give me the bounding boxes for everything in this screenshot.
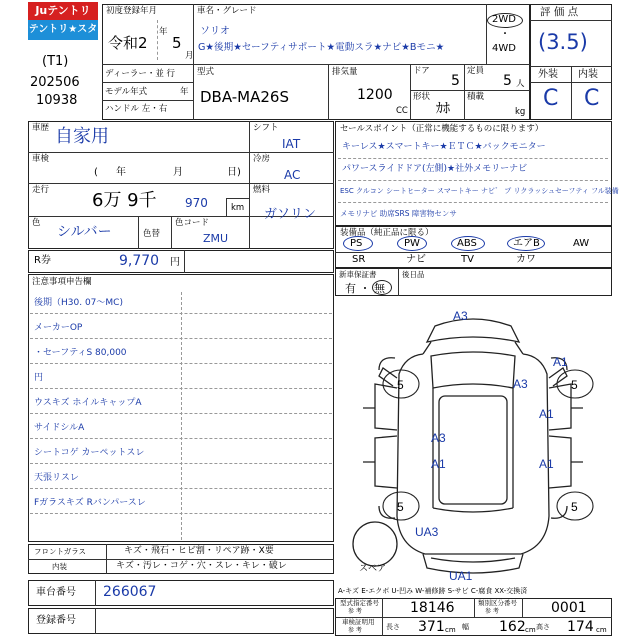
equip-tv: TV (461, 254, 474, 265)
note-line-3: ・セーフティS 80,000 (34, 348, 127, 358)
mark-left-rear-wheel: 5 (397, 500, 404, 514)
registration-label: 登録番号 (36, 615, 76, 626)
mileage-label: 走行 (32, 185, 50, 195)
equip-pw-circle (397, 236, 427, 251)
drive-dot: ・ (500, 29, 510, 40)
eval-label: 評 価 点 (540, 6, 579, 18)
recycle-value: 9,770 (119, 253, 160, 269)
drive-4wd: 4WD (492, 43, 516, 54)
mark-hood: A3 (513, 377, 528, 391)
category-sub: 参 考 (485, 608, 499, 615)
equip-sr: SR (352, 254, 366, 265)
length-label: 長さ (386, 623, 400, 631)
height-value: 174 (567, 619, 594, 635)
equipment-title: 装備品（純正品に限る） (340, 228, 434, 238)
doors-label: ドア (413, 66, 430, 76)
displacement: 1200 (357, 87, 393, 103)
interior-label: 内装 (578, 69, 598, 80)
dealer-label: ディーラー・並 行 (105, 69, 176, 79)
inner-value: キズ・汚レ・コゲ・穴・スレ・キレ・破レ (116, 561, 287, 571)
mark-rear-quarter: UA3 (415, 525, 439, 539)
ac-value: AC (284, 168, 301, 182)
fuel-label: 燃料 (253, 185, 271, 195)
color-change-label: 色替 (143, 229, 161, 239)
mark-right-front-door: A1 (539, 407, 554, 421)
selling-item-2: パワースライドドア(左側)★社外メモリーナビ (342, 164, 528, 174)
yen-unit: 円 (170, 257, 180, 268)
notes-title: 注意事項申告欄 (32, 277, 92, 287)
height-unit: cm (596, 626, 607, 634)
km-unit: km (231, 203, 245, 213)
type-label: 型式 (197, 67, 215, 77)
seats-label: 定員 (467, 66, 485, 76)
height-label: 高さ (536, 623, 550, 631)
type-spec-sub: 参 考 (348, 608, 362, 615)
category-label: 類別区分番号 (478, 599, 517, 607)
name-label: 車名・グレード (197, 6, 257, 16)
color-label: 色 (32, 218, 41, 228)
equip-pw: PW (404, 238, 420, 249)
recycle-label: R券 (34, 255, 51, 266)
reg-year-unit: 年 (159, 27, 168, 37)
selling-item-3: ESC クルコン シートヒーター スマートキー ナビ゛ プ リクラッシュセーフティ フル装備 (340, 187, 619, 195)
seats: 5 (503, 73, 512, 89)
model-year-label: モデル年式 (105, 87, 148, 97)
seats-unit: 人 (516, 79, 525, 89)
inspection-label: 車検 (32, 154, 50, 164)
chassis-label: 車台番号 (36, 587, 76, 598)
color-value: シルバー (57, 224, 112, 240)
length-value: 371 (418, 619, 445, 635)
interior-grade: C (584, 86, 600, 111)
selling-item-1: キーレス★スマートキー★ＥＴＣ★バックモニター (342, 142, 546, 152)
recycle-box (28, 250, 334, 273)
shape: ｶﾎ (436, 101, 450, 117)
mark-right-rear-door: A1 (539, 457, 554, 471)
mileage-value: 6万 9千 (92, 190, 157, 211)
selling-item-4: メモリナビ 助席SRS 障害物センサ (340, 209, 457, 218)
inspection-open: ( (94, 167, 98, 178)
exterior-grade: C (543, 86, 559, 111)
car-name: ソリオ (200, 26, 230, 37)
eval-score: (3.5) (538, 30, 588, 54)
mark-left-front-door: A3 (431, 431, 446, 445)
warranty-label: 新車保証書 (339, 270, 377, 279)
note-line-6: サイドシルA (34, 423, 85, 433)
equip-ps: PS (350, 238, 363, 249)
front-glass-label: フロントガラス (34, 547, 87, 556)
mark-right-fender: A1 (553, 355, 568, 369)
reg-era: 令和2 (108, 34, 148, 52)
use-value: 自家用 (55, 126, 109, 147)
shift-label: シフト (253, 123, 279, 133)
mark-rear-bumper: UA1 (449, 569, 473, 583)
mileage-small: 970 (185, 196, 208, 210)
equip-leather: カワ (516, 254, 536, 265)
note-line-5: ウスキズ ホイルキャップA (34, 398, 142, 408)
width-value: 162 (499, 619, 526, 635)
header-box (102, 4, 530, 120)
load-label: 積載 (467, 92, 485, 102)
type-spec-label: 型式指定番号 (340, 599, 379, 607)
equip-airbag: エアB (513, 238, 540, 249)
color-code-label: 色コード (175, 218, 210, 228)
shift-value: IAT (282, 137, 301, 151)
lot-date: 202506 (30, 75, 80, 90)
spare-label: スペア (359, 563, 387, 573)
lot-number: 10938 (36, 93, 78, 108)
equip-abs: ABS (457, 238, 477, 249)
cc-unit: CC (396, 106, 408, 116)
brand-logo (28, 2, 98, 55)
note-line-1: 後期（H30. 07～MC) (34, 298, 123, 308)
inspection-month: 月 (173, 167, 183, 178)
width-label: 幅 (462, 623, 469, 631)
selling-title: セールスポイント（正常に機能するものに限ります） (340, 124, 544, 134)
later-label: 後日品 (402, 270, 425, 279)
type-spec-value: 18146 (410, 600, 455, 616)
mark-left-rear-door: A1 (431, 457, 446, 471)
mark-right-rear-wheel: 5 (571, 500, 578, 514)
kg-unit: kg (515, 107, 526, 117)
handle-label: ハンドル 左・右 (105, 104, 168, 114)
drive-2wd: 2WD (492, 14, 516, 25)
front-glass-value: キズ・飛石・ヒビ割・リペア跡・X要 (124, 546, 274, 556)
warranty-value: 有 ・ 無 (345, 282, 385, 295)
brand-line2: テントリ★スター (28, 20, 98, 40)
mark-left-front-wheel: 5 (397, 378, 404, 392)
dims-sub: 参 考 (348, 627, 362, 634)
note-line-7: シートコゲ カーペットスレ (34, 448, 145, 458)
damage-legend: A-キズ E-エクボ U-凹み W-補修跡 S-サビ C-腐食 XX-交換済 (338, 587, 528, 595)
car-damage-diagram (335, 296, 612, 586)
reg-label: 初度登録年月 (106, 6, 158, 16)
length-unit: cm (445, 626, 456, 634)
lot-code: (T1) (42, 54, 69, 69)
equip-abs-circle (451, 236, 485, 251)
shape-label: 形状 (413, 92, 431, 102)
mark-front-bumper: A3 (453, 309, 468, 323)
reg-month-unit: 月 (185, 51, 194, 61)
ac-label: 冷房 (253, 154, 271, 164)
model-year-unit: 年 (180, 87, 189, 97)
inspection-day: 日) (227, 167, 241, 178)
reg-month: 5 (172, 34, 182, 52)
note-line-9: Fガラスキズ Rバンパースレ (34, 498, 146, 508)
note-line-8: 天張リスレ (34, 473, 79, 483)
mark-right-front-wheel: 5 (571, 378, 578, 392)
inspection-year: 年 (116, 167, 126, 178)
use-label: 車歴 (32, 123, 50, 133)
color-code-value: ZMU (203, 232, 229, 245)
car-grade: G★後期★セーフティサポート★電動スラ★ナビ★Bモニ★ (198, 42, 445, 53)
equip-airbag-circle (507, 236, 545, 251)
equip-navi: ナビ (406, 254, 426, 265)
fuel-value: ガソリン (264, 207, 317, 222)
note-line-2: メーカーOP (34, 323, 83, 333)
warranty-none-circle (372, 280, 392, 295)
exterior-label: 外装 (538, 69, 558, 80)
doors: 5 (451, 73, 460, 89)
equip-ps-circle (343, 236, 373, 251)
width-unit: cm (525, 626, 536, 634)
category-value: 0001 (551, 600, 587, 616)
dims-label: 車検証明用 (342, 618, 375, 626)
brand-line1: Juテントリ (28, 2, 98, 20)
model-code: DBA-MA26S (200, 88, 289, 106)
equip-aw: AW (573, 238, 590, 249)
displacement-label: 排気量 (332, 67, 358, 77)
chassis-value: 266067 (103, 584, 157, 600)
inner-label: 内装 (52, 562, 67, 571)
note-line-4: 円 (34, 373, 44, 383)
